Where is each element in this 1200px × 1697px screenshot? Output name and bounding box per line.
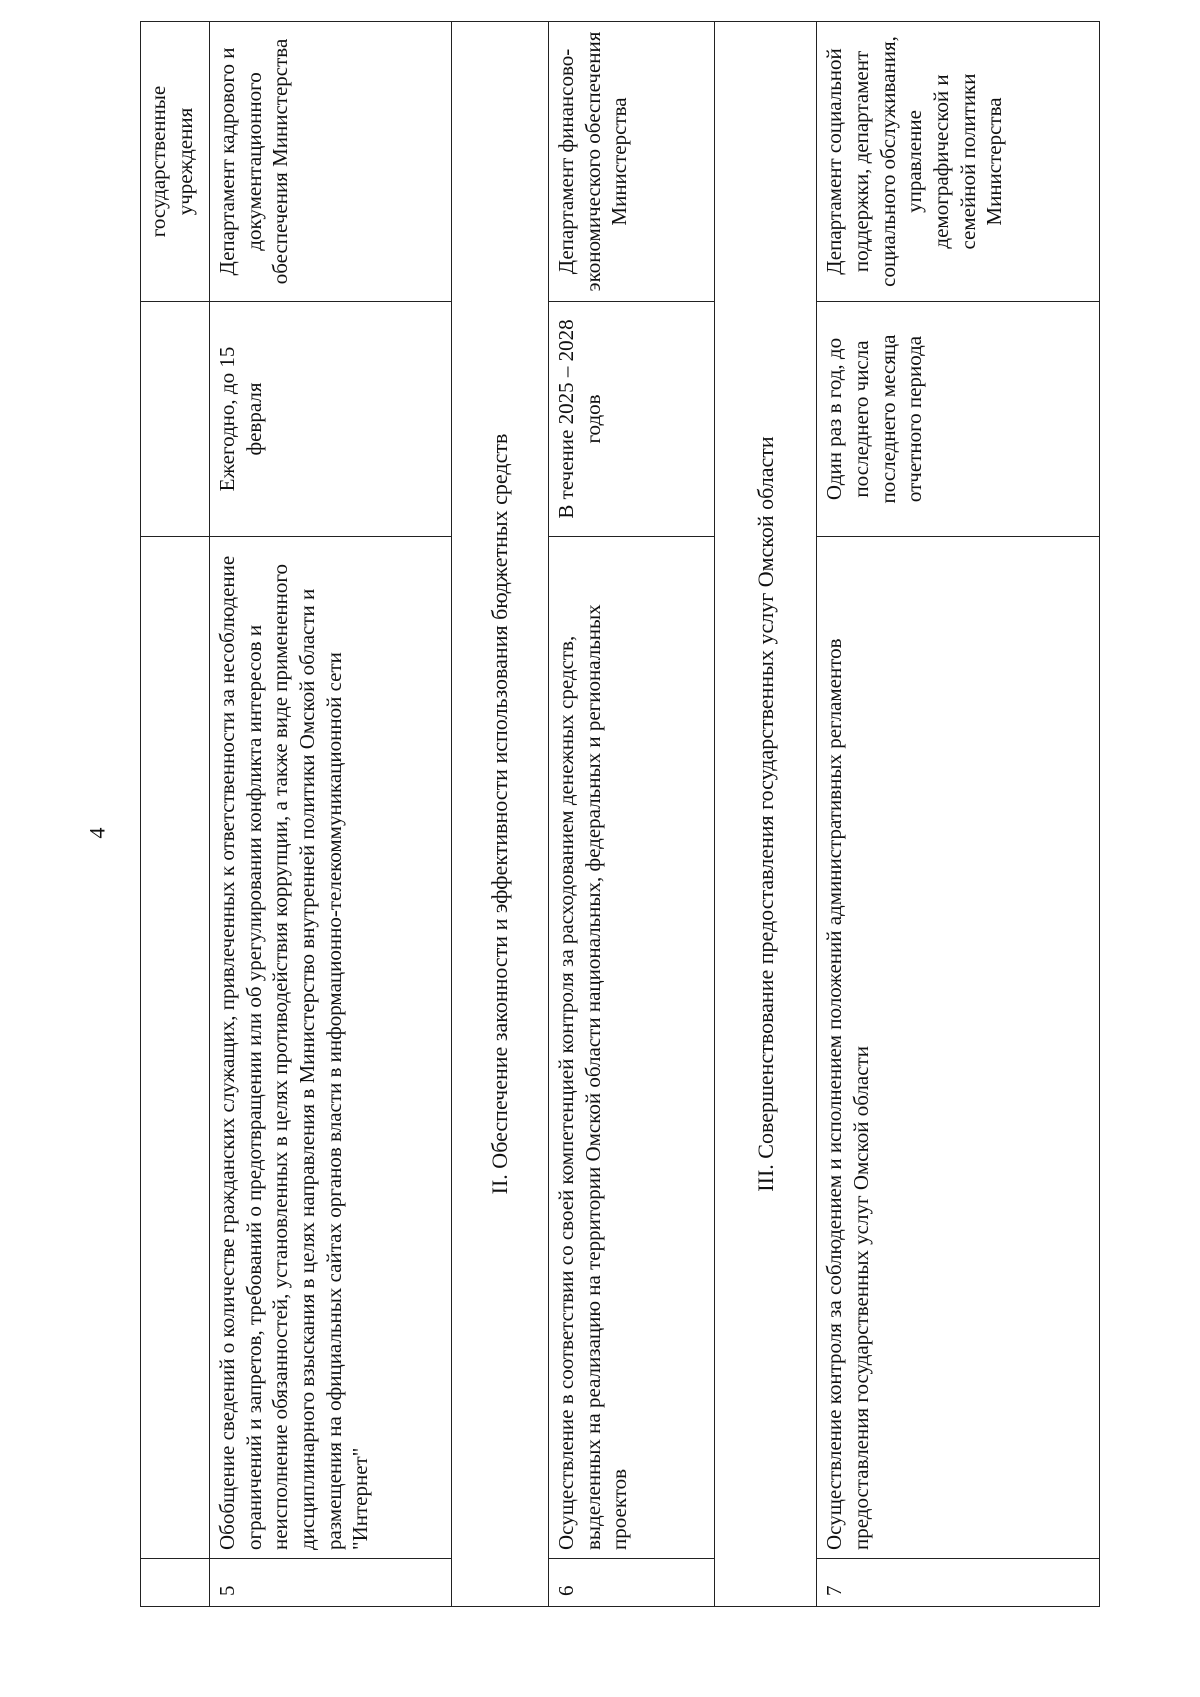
table-row-section-2 xyxy=(451,22,549,1607)
table-row-section-3 xyxy=(715,22,817,1607)
cell-responsible: государственные учреждения xyxy=(141,22,210,302)
cell-responsible: Департамент кадрового и документационного обеспечения Министерства xyxy=(210,22,452,302)
section-heading: III. Совершенствование предоставления государственных услуг Омской области xyxy=(715,22,817,1607)
table-row-item-5 xyxy=(210,22,452,1607)
cell-deadline xyxy=(141,302,210,537)
cell-deadline: Ежегодно, до 15 февраля xyxy=(210,302,452,537)
cell-number: 5 xyxy=(210,1559,452,1607)
cell-responsible: Департамент социальной поддержки, департамент социального обслуживания, управление демографической и семейной политики Министерства xyxy=(817,22,1100,302)
cell-event: Осуществление в соответствии со своей компетенцией контроля за расходованием денежных средств, выделенных на реализацию на территории Омской области национальных, федеральных и региональных проектов xyxy=(549,537,715,1559)
cell-event xyxy=(141,537,210,1559)
cell-deadline: В течение 2025 – 2028 годов xyxy=(549,302,715,537)
page-number: 4 xyxy=(84,827,110,839)
table-row-continued xyxy=(141,22,210,1607)
cell-event: Осуществление контроля за соблюдением и исполнением положений административных регламентов предоставления государственных услуг Омской области xyxy=(817,537,1100,1559)
table-row-item-6 xyxy=(549,22,715,1607)
measures-table-wrapper xyxy=(140,22,1100,1607)
rotated-page-content xyxy=(140,22,1100,1607)
measures-table xyxy=(140,21,1100,1607)
cell-number: 6 xyxy=(549,1559,715,1607)
cell-responsible: Департамент финансово-экономического обеспечения Министерства xyxy=(549,22,715,302)
section-heading: II. Обеспечение законности и эффективности использования бюджетных средств xyxy=(451,22,549,1607)
cell-number xyxy=(141,1559,210,1607)
cell-number: 7 xyxy=(817,1559,1100,1607)
cell-event: Обобщение сведений о количестве гражданских служащих, привлеченных к ответственности за несоблюдение ограничений и запретов, требований о предотвращении или об урегулировании конфликта интересов и неисполнение обязанностей, установленных в целях противодействия коррупции, а также виде примененного дисциплинарного взыскания в целях направления в Министерство внутренней политики Омской области и размещения на официальных сайтах органов власти в информационно-телекоммуникационной сети "Интернет" xyxy=(210,537,452,1559)
cell-deadline: Один раз в год, до последнего числа последнего месяца отчетного периода xyxy=(817,302,1100,537)
table-row-item-7 xyxy=(817,22,1100,1607)
